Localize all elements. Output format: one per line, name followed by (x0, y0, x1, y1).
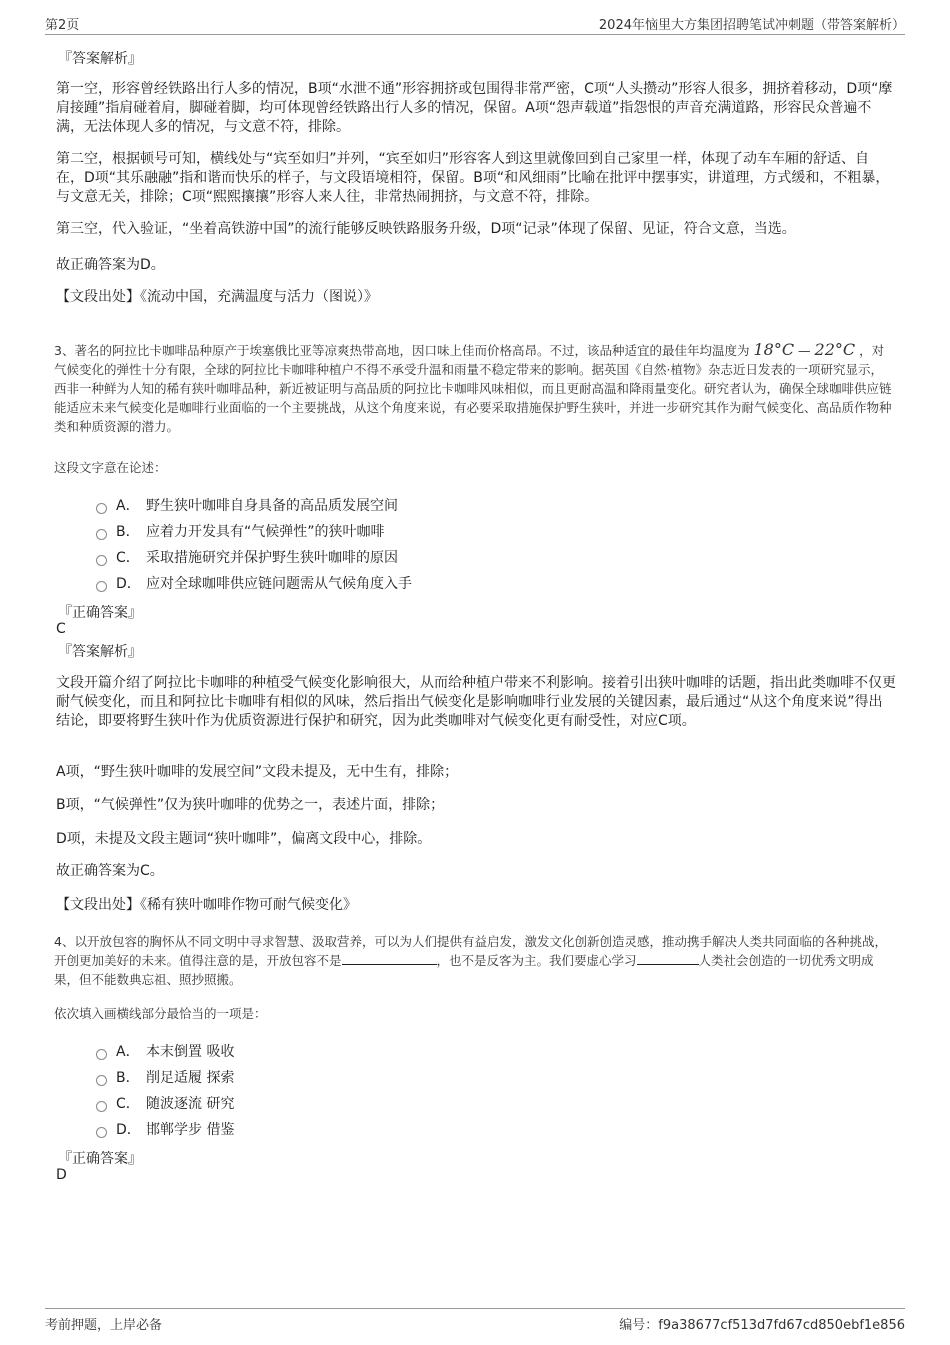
q2-analysis-p1: 第一空，形容曾经铁路出行人多的情况，B项“水泄不通”形容拥挤或包围得非常严密，C项“人头攒动”形容人很多，拥挤着移动，D项“摩肩接踵”指肩碰着肩，脚碰着脚，均可体现曾经铁路出行人多的情况，保留。A项“怨声载道”指怨恨的声音充满道路，形容民众普遍不满，无法体现人多的情况，与文意不符，排除。 (56, 81, 893, 135)
temp-high: 22°C (814, 340, 856, 359)
blank-2 (637, 952, 699, 965)
q4-correct-label: 『正确答案』 (58, 1151, 142, 1167)
q4-stem: 4、以开放包容的胸怀从不同文明中寻求智慧、汲取营养，可以为人们提供有益启发，激发文化创新创造灵感，推动携手解决人类共同面临的各种挑战，开创更加美好的未来。值得注意的是，开放包容不是 ，也不是反客为主。我们要虚心学习 人类社会创造的一切优秀文明成果，但不能数典忘祖、照抄照搬。 (54, 934, 887, 987)
q2-analysis-label: 『答案解析』 (58, 51, 142, 67)
q3-correct-label: 『正确答案』 (58, 605, 142, 621)
q3-option-b[interactable]: B． 应着力开发具有“气候弹性”的狭叶咖啡 (96, 521, 385, 541)
q3-correct-answer: C (56, 621, 66, 637)
q4-option-b[interactable]: B． 削足适履 探索 (96, 1067, 234, 1087)
q4-prompt: 依次填入画横线部分最恰当的一项是： (54, 1006, 267, 1021)
q3-option-a[interactable]: A． 野生狭叶咖啡自身具备的高品质发展空间 (96, 495, 398, 515)
q3-source: 【文段出处】《稀有狭叶咖啡作物可耐气候变化》 (56, 897, 357, 913)
radio-icon[interactable] (96, 1049, 107, 1060)
radio-icon[interactable] (96, 555, 107, 566)
q2-conclusion: 故正确答案为D。 (56, 257, 165, 273)
q2-analysis-p3: 第三空，代入验证，“坐着高铁游中国”的流行能够反映铁路服务升级，D项“记录”体现了保留、见证，符合文意，当选。 (56, 221, 796, 237)
blank-1 (342, 952, 437, 965)
q3-analysis-p1: 文段开篇介绍了阿拉比卡咖啡的种植受气候变化影响很大，从而给种植户带来不利影响。接着引出狭叶咖啡的话题，指出此类咖啡不仅更耐气候变化，而且和阿拉比卡咖啡有相似的风味，然后指出气候变化是影响咖啡行业发展的关键因素，最后通过“从这个角度来说”得出结论，即要将野生狭叶作为优质资源进行保护和研究，因为此类咖啡对气候变化更有耐受性，对应C项。 (56, 675, 896, 729)
footer-code: 编号：f9a38677cf513d7fd67cd850ebf1e856 (619, 1318, 905, 1333)
q3-option-d[interactable]: D． 应对全球咖啡供应链问题需从气候角度入手 (96, 573, 412, 593)
q2-source: 【文段出处】《流动中国，充满温度与活力（图说）》 (56, 289, 378, 305)
radio-icon[interactable] (96, 529, 107, 540)
footer-slogan: 考前押题，上岸必备 (45, 1318, 163, 1333)
q3-stem: 3、著名的阿拉比卡咖啡品种原产于埃塞俄比亚等凉爽热带高地，因口味上佳而价格高昂。不过，该品种适宜的最佳年均温度为 18°C — 22°C ，对气候变化的弹性十分有限，全球的阿拉比卡咖啡种植户不得不承受升温和雨量不稳定带来的影响。据英国《自然·植物》杂志近日发表的一项研究显示，西非一种鲜为人知的稀有狭叶咖啡品种，新近被证明与高品质的阿拉比卡咖啡风味相似，而且更耐高温和降雨量变化。研究者认为，确保全球咖啡供应链能适应未来气候变化是咖啡行业面临的一个主要挑战，从这个角度来说，有必要采取措施保护野生狭叶，并进一步研究其作为耐气候变化、高品质作物种类和种质资源的潜力。 (54, 340, 892, 434)
q4-option-d[interactable]: D． 邯郸学步 借鉴 (96, 1119, 234, 1139)
q3-prompt: 这段文字意在论述： (54, 460, 167, 475)
q3-analysis-p3: B项，“气候弹性”仅为狭叶咖啡的优势之一，表述片面，排除； (56, 797, 445, 813)
radio-icon[interactable] (96, 581, 107, 592)
radio-icon[interactable] (96, 1127, 107, 1138)
page-footer (45, 1308, 905, 1333)
q4-correct-answer: D (56, 1167, 67, 1183)
q4-option-a[interactable]: A． 本末倒置 吸收 (96, 1041, 234, 1061)
q3-option-c[interactable]: C． 采取措施研究并保护野生狭叶咖啡的原因 (96, 547, 398, 567)
page-header (45, 14, 905, 35)
q3-conclusion: 故正确答案为C。 (56, 863, 164, 879)
q4-option-c[interactable]: C． 随波逐流 研究 (96, 1093, 234, 1113)
document-title: 2024年恼里大方集团招聘笔试冲刺题（带答案解析） (598, 18, 905, 33)
q3-analysis-p2: A项，“野生狭叶咖啡的发展空间”文段未提及，无中生有，排除； (56, 764, 459, 780)
page-number: 第2页 (45, 18, 80, 33)
radio-icon[interactable] (96, 503, 107, 514)
q3-analysis-p4: D项，未提及文段主题词“狭叶咖啡”，偏离文段中心，排除。 (56, 831, 432, 847)
temp-low: 18°C (753, 340, 795, 359)
radio-icon[interactable] (96, 1101, 107, 1112)
q2-analysis-p2: 第二空，根据顿号可知，横线处与“宾至如归”并列，“宾至如归”形容客人到这里就像回到自己家里一样，体现了动车车厢的舒适、自在，D项“其乐融融”指和谐而快乐的样子，与文段语境相符，保留。B项“和风细雨”比喻在批评中摆事实，讲道理，方式缓和，不粗暴，与文意无关，排除；C项“熙熙攘攘”形容人来人往，非常热闹拥挤，与文意不符，排除。 (56, 151, 890, 205)
q3-analysis-label: 『答案解析』 (58, 644, 142, 660)
radio-icon[interactable] (96, 1075, 107, 1086)
